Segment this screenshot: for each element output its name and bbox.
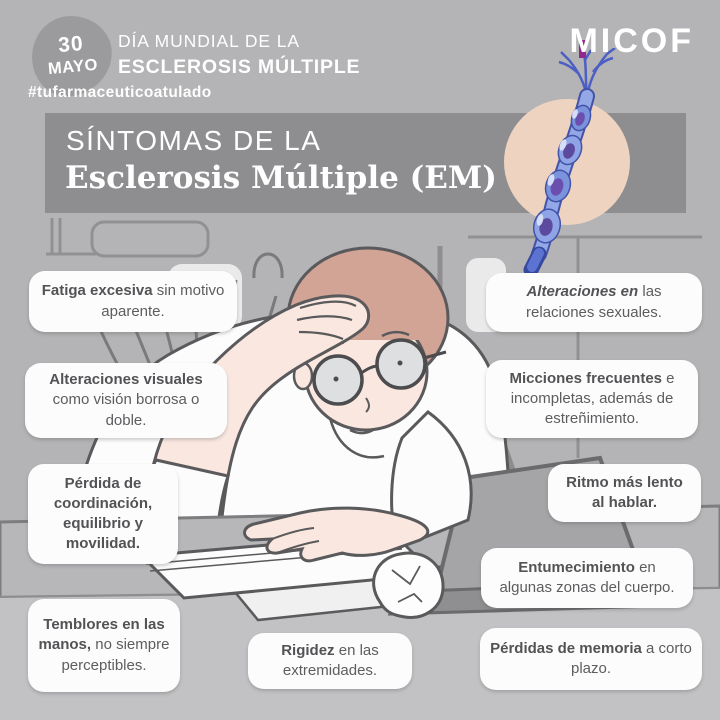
neuron-illustration: [495, 48, 655, 278]
symptom-card-temblores: [28, 599, 180, 692]
hashtag: #tufarmaceuticoatulado: [28, 84, 212, 101]
event-title: [118, 31, 360, 79]
symptom-text-bold: Pérdidas de memoria: [490, 639, 642, 657]
banner-kicker: SÍNTOMAS DE LA: [66, 125, 322, 156]
brand-logo-text: MICOF: [569, 22, 694, 60]
symptom-text-rest: e incompletas, además de estreñimiento.: [510, 369, 675, 428]
date-badge-month: MAYO: [47, 55, 99, 79]
crumpled-paper: [374, 553, 443, 617]
symptom-card-rigidez: [248, 633, 412, 689]
symptom-text-bold: Ritmo más lento al hablar.: [566, 473, 683, 511]
symptom-card-sexuales: [486, 273, 702, 332]
symptom-text-bold: Temblores en las manos,: [38, 616, 165, 654]
symptom-text-rest: en algunas zonas del cuerpo.: [499, 558, 675, 596]
symptom-text-bold: Pérdida de coordinación, equilibrio y movilidad.: [53, 474, 153, 553]
symptom-text-bold: Alteraciones visuales: [49, 371, 203, 389]
brand-logo: [569, 22, 694, 61]
symptom-card-fatiga: [29, 271, 237, 332]
symptom-card-vision: [25, 363, 227, 438]
symptom-card-entumecimiento: [481, 548, 693, 608]
symptom-text-rest: no siempre perceptibles.: [61, 636, 170, 674]
date-badge-day: 30: [57, 32, 85, 58]
symptom-card-micciones: [486, 360, 698, 438]
symptom-text-bold: Fatiga excesiva: [41, 282, 153, 300]
symptom-card-habla: [548, 464, 701, 522]
symptom-text-bold: Micciones frecuentes: [509, 369, 663, 387]
symptom-text-rest: en las extremidades.: [282, 641, 379, 679]
symptom-text-bold: Entumecimiento: [518, 558, 635, 576]
symptom-text-rest: las relaciones sexuales.: [526, 283, 662, 321]
symptom-text-bold: Rigidez: [281, 641, 335, 659]
symptom-card-coordinacion: [28, 464, 178, 564]
symptom-text-rest: sin motivo aparente.: [101, 282, 225, 320]
event-title-line2: ESCLEROSIS MÚLTIPLE: [118, 56, 361, 78]
symptom-text-rest: a corto plazo.: [570, 639, 692, 677]
symptom-text-rest: como visión borrosa o doble.: [52, 391, 200, 429]
banner-title: Esclerosis Múltiple (EM): [65, 160, 497, 196]
symptom-text-bold: Alteraciones en: [526, 283, 639, 301]
symptom-card-memoria: [480, 628, 702, 690]
event-title-line1: DÍA MUNDIAL DE LA: [118, 31, 300, 51]
